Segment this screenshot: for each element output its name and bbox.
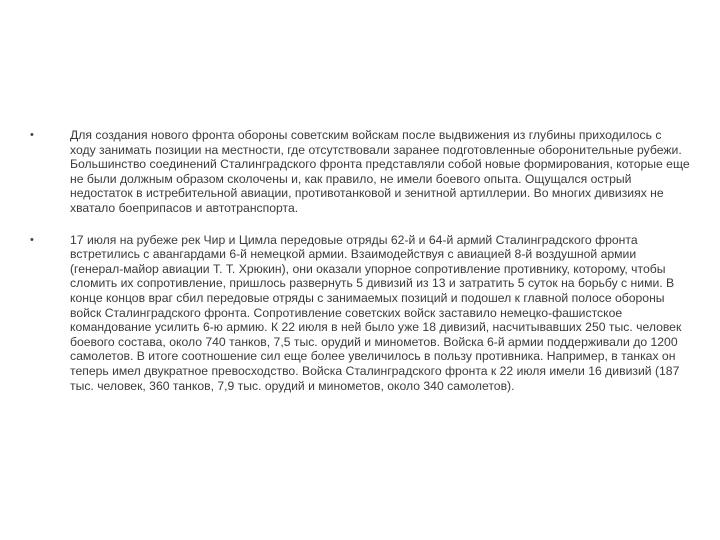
bullet-text: 17 июля на рубеже рек Чир и Цимла передовые отряды 62-й и 64-й армий Сталинградского фронта встретились с авангардами 6-й немецкой армии. Взаимодействуя с авиацией 8-й воздушной армии (генерал-майор авиации Т. Т. Хрюкин), они оказали упорное сопротивление противнику, которому, чтобы сломить их сопротивление, пришлось развернуть 5 дивизий из 13 и затратить 5 суток на борьбу с ними. В конце концов враг сбил передовые отряды с занимаемых позиций и подошел к главной полосе обороны войск Сталинградского фронта. Сопротивление советских войск заставило немецко-фашистское командование усилить 6-ю армию. К 22 июля в ней было уже 18 дивизий, насчитывавших 250 тыс. человек боевого состава, около 740 танков, 7,5 тыс. орудий и минометов. Войска 6-й армии поддерживали до 1200 самолетов. В итоге соотношение сил еще более увеличилось в пользу противника. Например, в танках он теперь имел двукратное превосходство. Войска Сталинградского фронта к 22 июля имели 16 дивизий (187 тыс. человек, 360 танков, 7,9 тыс. орудий и минометов, около 340 самолетов). xyxy=(70,232,682,393)
bullet-item-1 xyxy=(30,128,690,216)
bullet-icon: • xyxy=(30,129,34,141)
bullet-text: Для создания нового фронта обороны советским войскам после выдвижения из глубины приходилось с ходу занимать позиции на местности, где отсутствовали заранее подготовленные оборонительные рубежи. Большинство соединений Сталинградского фронта представляли собой новые формирования, которые еще не были должным образом сколочены и, как правило, не имели боевого опыта. Ощущался острый недостаток в истребительной авиации, противотанковой и зенитной артиллерии. Во многих дивизиях не хватало боеприпасов и автотранспорта. xyxy=(70,128,690,215)
bullet-icon: • xyxy=(30,233,34,246)
bullet-list xyxy=(30,128,690,410)
bullet-item-2 xyxy=(30,233,690,394)
